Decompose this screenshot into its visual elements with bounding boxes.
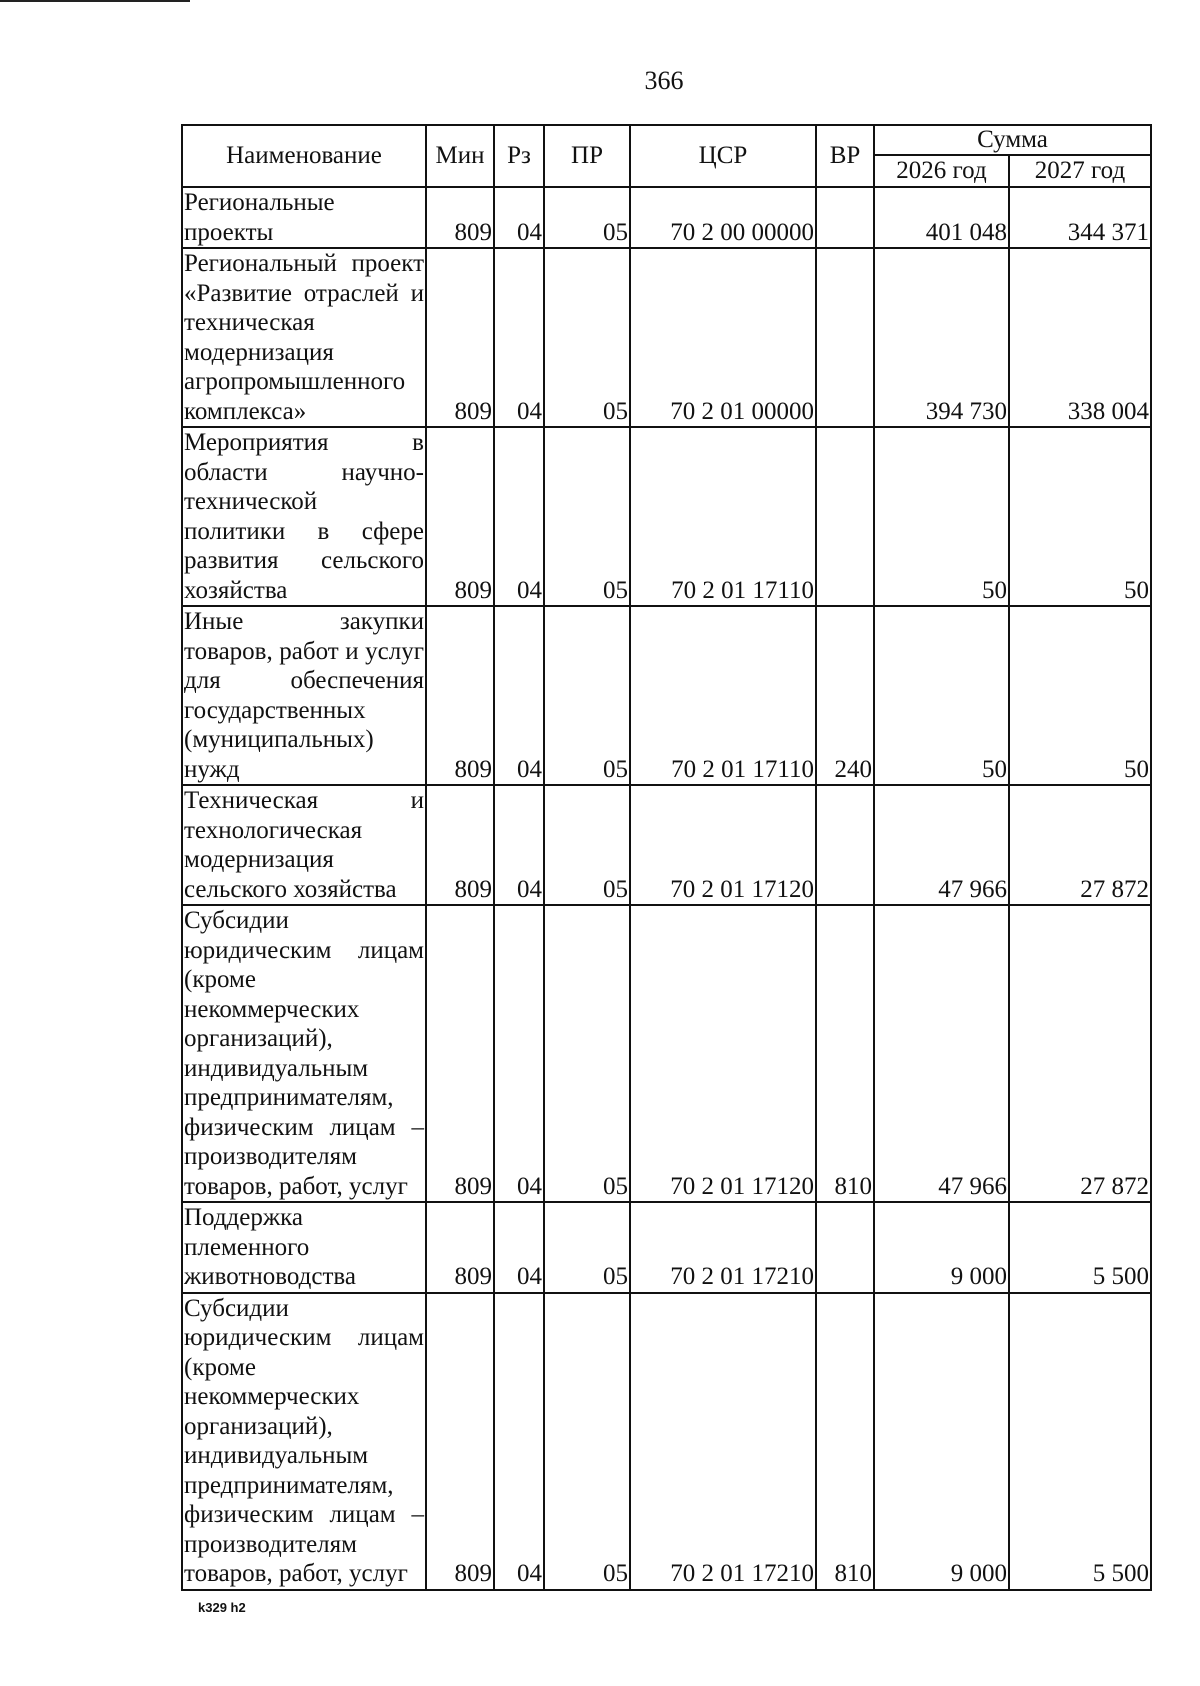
row-sum-2026: 47 966 — [874, 905, 1009, 1202]
row-min: 809 — [426, 905, 494, 1202]
row-sum-2026: 401 048 — [874, 187, 1009, 248]
table-row — [182, 1293, 1151, 1590]
table-row — [182, 606, 1151, 785]
row-csr: 70 2 01 17210 — [630, 1202, 816, 1293]
row-csr: 70 2 01 17110 — [630, 427, 816, 606]
row-sum-2027: 50 — [1009, 427, 1151, 606]
table-row — [182, 905, 1151, 1202]
row-sum-2027: 27 872 — [1009, 905, 1151, 1202]
table-row — [182, 187, 1151, 248]
row-sum-2027: 5 500 — [1009, 1202, 1151, 1293]
row-name: Региональные проекты — [182, 187, 426, 248]
row-pr: 05 — [544, 248, 630, 427]
footer-mark: k329 h2 — [198, 1600, 246, 1615]
row-name: Субсидии юридическим лицам (кроме некоммерческих организаций), индивидуальным предпринимателям, физическим лицам – производителям товаров, работ, услуг — [182, 1293, 426, 1590]
row-name: Иные закупки товаров, работ и услуг для обеспечения государственных (муниципальных) нужд — [182, 606, 426, 785]
row-vr — [816, 1202, 874, 1293]
row-rz: 04 — [494, 1202, 544, 1293]
row-sum-2027: 338 004 — [1009, 248, 1151, 427]
header-year-2027: 2027 год — [1009, 155, 1151, 187]
table-row — [182, 785, 1151, 905]
row-csr: 70 2 01 17210 — [630, 1293, 816, 1590]
row-vr: 810 — [816, 1293, 874, 1590]
row-sum-2027: 344 371 — [1009, 187, 1151, 248]
row-csr: 70 2 01 17120 — [630, 785, 816, 905]
header-csr: ЦСР — [630, 125, 816, 187]
row-pr: 05 — [544, 1293, 630, 1590]
row-name: Поддержка племенного животноводства — [182, 1202, 426, 1293]
row-pr: 05 — [544, 785, 630, 905]
header-vr: ВР — [816, 125, 874, 187]
row-min: 809 — [426, 427, 494, 606]
row-rz: 04 — [494, 785, 544, 905]
row-csr: 70 2 01 00000 — [630, 248, 816, 427]
row-sum-2026: 47 966 — [874, 785, 1009, 905]
row-pr: 05 — [544, 1202, 630, 1293]
row-min: 809 — [426, 187, 494, 248]
scan-edge-line — [0, 0, 190, 2]
table-row — [182, 248, 1151, 427]
header-name: Наименование — [182, 125, 426, 187]
row-rz: 04 — [494, 187, 544, 248]
row-csr: 70 2 01 17120 — [630, 905, 816, 1202]
row-vr: 240 — [816, 606, 874, 785]
row-sum-2026: 50 — [874, 606, 1009, 785]
row-sum-2026: 394 730 — [874, 248, 1009, 427]
row-sum-2027: 5 500 — [1009, 1293, 1151, 1590]
row-csr: 70 2 00 00000 — [630, 187, 816, 248]
row-pr: 05 — [544, 905, 630, 1202]
row-pr: 05 — [544, 606, 630, 785]
row-rz: 04 — [494, 905, 544, 1202]
row-pr: 05 — [544, 427, 630, 606]
row-min: 809 — [426, 785, 494, 905]
row-rz: 04 — [494, 427, 544, 606]
row-vr — [816, 187, 874, 248]
row-name: Мероприятия в области научно-технической политики в сфере развития сельского хозяйства — [182, 427, 426, 606]
row-vr — [816, 785, 874, 905]
row-min: 809 — [426, 606, 494, 785]
budget-table — [181, 124, 1152, 1591]
table-row — [182, 1202, 1151, 1293]
row-rz: 04 — [494, 606, 544, 785]
row-name: Региональный проект «Развитие отраслей и техническая модернизация агропромышленного комплекса» — [182, 248, 426, 427]
row-sum-2026: 9 000 — [874, 1202, 1009, 1293]
row-name: Техническая и технологическая модернизация сельского хозяйства — [182, 785, 426, 905]
row-vr: 810 — [816, 905, 874, 1202]
table-row — [182, 427, 1151, 606]
header-pr: ПР — [544, 125, 630, 187]
row-name: Субсидии юридическим лицам (кроме некоммерческих организаций), индивидуальным предпринимателям, физическим лицам – производителям товаров, работ, услуг — [182, 905, 426, 1202]
row-sum-2027: 27 872 — [1009, 785, 1151, 905]
row-rz: 04 — [494, 1293, 544, 1590]
row-vr — [816, 248, 874, 427]
row-sum-2027: 50 — [1009, 606, 1151, 785]
header-sum: Сумма — [874, 125, 1151, 155]
header-min: Мин — [426, 125, 494, 187]
row-sum-2026: 50 — [874, 427, 1009, 606]
header-year-2026: 2026 год — [874, 155, 1009, 187]
row-min: 809 — [426, 1293, 494, 1590]
row-min: 809 — [426, 248, 494, 427]
row-csr: 70 2 01 17110 — [630, 606, 816, 785]
row-pr: 05 — [544, 187, 630, 248]
row-vr — [816, 427, 874, 606]
row-min: 809 — [426, 1202, 494, 1293]
header-rz: Рз — [494, 125, 544, 187]
page-number: 366 — [644, 66, 684, 95]
row-rz: 04 — [494, 248, 544, 427]
row-sum-2026: 9 000 — [874, 1293, 1009, 1590]
